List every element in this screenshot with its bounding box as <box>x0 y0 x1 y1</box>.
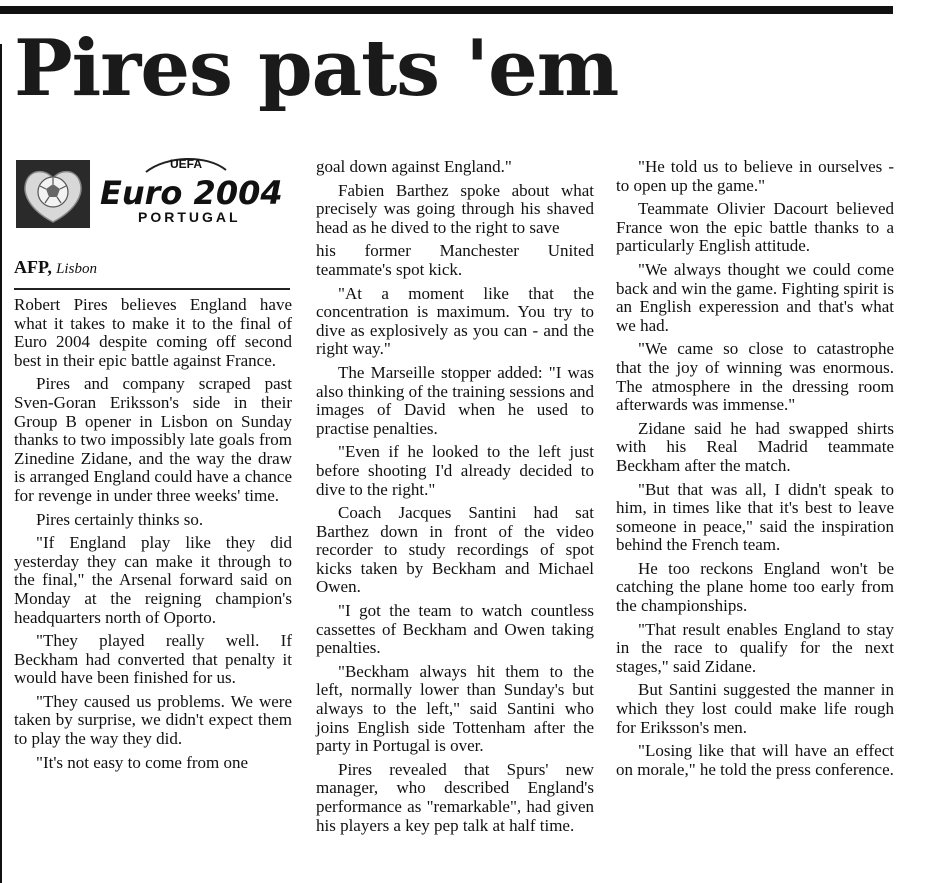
article-paragraph: "At a moment like that the concentration is maximum. You try to dive as explosively as you can - and the right way." <box>316 283 594 359</box>
logo-uefa: UEFA <box>169 157 203 171</box>
article-paragraph: "Even if he looked to the left just before shooting I'd already decided to dive to the right." <box>316 442 594 499</box>
logo-euro: Euro 2004 <box>100 174 283 212</box>
article-paragraph: his former Manchester United teammate's spot kick. <box>316 241 594 279</box>
byline-place: Lisbon <box>56 261 97 277</box>
article-paragraph: "We always thought we could come back and win the game. Fighting spirit is an English experession and that's what we had. <box>616 259 894 335</box>
article-column-3 <box>616 158 894 784</box>
article-paragraph: Teammate Olivier Dacourt believed France won the epic battle thanks to a particularly English attitude. <box>616 199 894 256</box>
article-column-1 <box>14 296 292 777</box>
article-paragraph: The Marseille stopper added: "I was also thinking of the training sessions and images of David when he used to practise penalties. <box>316 362 594 438</box>
top-rule <box>0 6 893 14</box>
article-paragraph: Fabien Barthez spoke about what precisely was going through his shaved head as he dived to the right to save <box>316 180 594 237</box>
article-paragraph: "We came so close to catastrophe that the joy of winning was enormous. The atmosphere in the dressing room afterwards was immense." <box>616 339 894 415</box>
article-paragraph: But Santini suggested the manner in which they lost could make life rough for Eriksson's men. <box>616 680 894 737</box>
logo-country: PORTUGAL <box>138 209 241 225</box>
headline: Pires pats 'em <box>14 23 619 114</box>
article-paragraph: "Beckham always hit them to the left, normally lower than Sunday's but always to the left," said Santini who joins English side Tottenham after the party in Portugal is over. <box>316 661 594 756</box>
byline-agency: AFP, <box>14 257 52 277</box>
article-paragraph: Pires revealed that Spurs' new manager, who described England's performance as "remarkable", had given his players a key pep talk at half time. <box>316 759 594 835</box>
article-paragraph: "If England play like they did yesterday they can make it through to the final," the Arsenal forward said on Monday at the reigning champion's headquarters north of Oporto. <box>14 533 292 627</box>
article-paragraph: "That result enables England to stay in the race to qualify for the next stages," said Zidane. <box>616 619 894 676</box>
article-paragraph: Pires and company scraped past Sven-Goran Eriksson's side in their Group B opener in Lisbon on Sunday thanks to two impossibly late goals from Zinedine Zidane, and the way the draw is arranged England could have a chance for revenge in under three weeks' time. <box>14 374 292 505</box>
article-paragraph: "Losing like that will have an effect on morale," he told the press conference. <box>616 741 894 779</box>
article-paragraph: goal down against England." <box>316 157 512 176</box>
article-paragraph: He too reckons England won't be catching the plane home too early from the championships. <box>616 558 894 616</box>
article-paragraph: "They caused us problems. We were taken by surprise, we didn't expect them to play the way they did. <box>14 691 292 749</box>
article-paragraph: Zidane said he had swapped shirts with his Real Madrid teammate Beckham after the match. <box>616 418 894 475</box>
article-paragraph: Robert Pires believes England have what it takes to make it to the final of Euro 2004 despite coming off second best in their epic battle against France. <box>14 295 292 370</box>
article-column-2 <box>316 158 594 840</box>
article-paragraph: "I got the team to watch countless cassettes of Beckham and Owen taking penalties. <box>316 601 594 658</box>
byline <box>14 257 290 290</box>
article-paragraph: "But that was all, I didn't speak to him, in times like that it's best to leave someone in peace," said the inspiration behind the French team. <box>616 479 894 555</box>
article-paragraph: Pires certainly thinks so. <box>36 509 204 529</box>
euro-2004-logo <box>16 152 296 232</box>
article-paragraph: "It's not easy to come from one <box>36 752 249 772</box>
article-paragraph: Coach Jacques Santini had sat Barthez down in front of the video recorder to study recordings of spot kicks taken by Beckham and Michael Owen. <box>316 503 594 597</box>
article-paragraph: "They played really well. If Beckham had converted that penalty it would have been finished for us. <box>14 631 292 688</box>
article-paragraph: "He told us to believe in ourselves - to open up the game." <box>616 157 894 195</box>
left-rule <box>0 44 2 883</box>
